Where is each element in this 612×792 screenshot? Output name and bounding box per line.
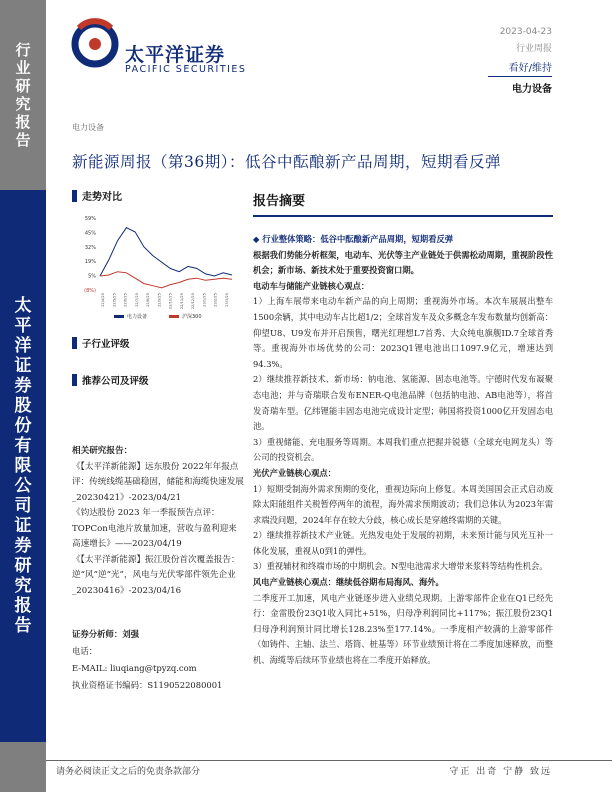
legend-swatch bbox=[114, 315, 124, 318]
category-label: 电力设备 bbox=[72, 123, 104, 132]
y-tick-label: 59% bbox=[84, 216, 96, 222]
footer-motto: 守正 出奇 宁静 致远 bbox=[449, 767, 552, 777]
footer-divider bbox=[46, 760, 612, 761]
header-divider bbox=[488, 76, 552, 77]
sidebar-bottom bbox=[0, 742, 46, 792]
trend-chart-svg bbox=[72, 212, 238, 324]
report-date: 2023-04-23 bbox=[499, 27, 552, 37]
sub-rating-heading bbox=[72, 336, 130, 350]
ev-point: 2）继续推荐新技术、新市场：钠电池、氢能源、固态电池等。宁德时代发布凝聚态电池；并与奇瑞联合发布ENER-Q电池品牌（包括钠电池、AB电池等），将首发奇瑞车型。亿纬锂能丰固态电池完成设计定型；韩国将投资1000亿开发固态电池。 bbox=[253, 374, 553, 432]
y-tick-label: 32% bbox=[84, 244, 96, 251]
pv-point: 2）继续推荐新技术产业链。光热发电处于发展的初期，未来预计能与风光互补一体化发展，重视从0到1的弹性。 bbox=[253, 530, 553, 556]
square-bullet-icon bbox=[72, 190, 77, 202]
footer-disclaimer: 请务必阅读正文之后的免责条款部分 bbox=[56, 767, 201, 777]
sidebar-middle bbox=[0, 190, 46, 742]
trend-heading bbox=[72, 188, 242, 203]
x-tick-label: 22/5/25 bbox=[112, 293, 117, 307]
x-tick-label: 22/4/25 bbox=[101, 293, 105, 307]
y-tick-label: 5% bbox=[88, 273, 96, 280]
pacific-logo-icon bbox=[69, 14, 121, 70]
strategy-label: ◆ 行业整体策略：低谷中酝酿新产品周期，短期看反弹 bbox=[253, 234, 454, 244]
series-line bbox=[100, 272, 232, 288]
ev-point: 3）重视储能、充电服务等周期。本周我们重点把握并锐德（全球充电网龙头）等公司的投资机会。 bbox=[253, 436, 553, 463]
sidebar bbox=[0, 0, 46, 792]
brand-name-en: PACIFIC SECURITIES bbox=[125, 64, 247, 75]
analyst-license: 执业资格证书编码：S1190522080001 bbox=[72, 680, 223, 690]
page-title: 新能源周报（第36期）：低谷中酝酿新产品周期，短期看反弹 bbox=[72, 153, 501, 171]
report-type: 行业周报 bbox=[515, 44, 552, 54]
y-tick-label: 45% bbox=[84, 230, 96, 237]
legend-label: 电力设备 bbox=[127, 314, 148, 320]
wind-heading: 风电产业链核心观点：继续低谷期布局海风、海外。 bbox=[253, 577, 444, 588]
y-tick-label: 19% bbox=[84, 259, 96, 266]
x-tick-label: 22/10/25 bbox=[168, 293, 173, 310]
related-report-item[interactable]: 《钧达股份 2023 年一季报预告点评：TOPCon电池片放量加速，营收与盈利迎来高速增长》——2023/04/19 bbox=[72, 508, 237, 549]
x-tick-label: 22/8/25 bbox=[146, 293, 151, 307]
analyst-heading: 证券分析师：刘强 bbox=[72, 629, 139, 639]
trend-chart bbox=[72, 212, 238, 324]
analyst-email[interactable]: E-MAIL: liuqiang@tpyzq.com bbox=[72, 663, 197, 673]
trend-heading-text: 走势对比 bbox=[82, 192, 122, 203]
sidebar-top-label: 行业研究报告 bbox=[15, 41, 31, 149]
analyst-info bbox=[72, 626, 244, 694]
abstract-body bbox=[253, 232, 553, 669]
ev-heading: 电动车与储能产业链核心观点： bbox=[253, 280, 370, 291]
x-tick-label: 22/11/25 bbox=[179, 293, 184, 310]
abstract-heading: 报告摘要 bbox=[253, 194, 306, 209]
wind-text: 二季度开工加速，风电产业链逐步进入业绩兑现期。上游零部件企业在Q1已经先行：金雷股份23Q1收入同比+51%，归母净利润同比+117%；振江股份23Q1归母净利润预计同比增长128.23%至177.14%。一季度相产较满的上游零部件（如铸件、主轴、法兰、塔筒、桩基等）环节业绩预计将在二季度加速释放，而整机、海缆等后续环节业绩也将在二季度开始释放。 bbox=[253, 592, 553, 666]
related-report-item[interactable]: 《【太平洋新能源】振江股份首次覆盖报告：逆“风”逆“光”，风电与光伏零部件领先企业_20230416》-2023/04/16 bbox=[72, 554, 240, 596]
x-tick-label: 22/6/25 bbox=[123, 293, 128, 307]
related-reports-heading: 相关研究报告： bbox=[72, 446, 133, 456]
square-bullet-icon bbox=[72, 374, 77, 386]
trend-section bbox=[72, 188, 242, 203]
ev-point: 1）上海车展带来电动车新产品的向上周期；重视海外市场。本次车展展出整车1500余辆，其中电动车占比超1/2；全球首发车及众多概念车发布数量均创新高：仰望U8、U9发布并开启预售，曙光红理想L7首秀、大众纯电旗舰ID.7全球首秀等。重视海外市场优势的公司：2023Q1锂电池出口1097.9亿元，增速达到94.3%。 bbox=[253, 296, 553, 369]
x-tick-label: 22/9/25 bbox=[157, 293, 162, 307]
series-line bbox=[100, 228, 232, 276]
sidebar-middle-label: 太平洋证券股份有限公司证券研究报告 bbox=[14, 296, 32, 636]
analyst-phone: 电话： bbox=[72, 646, 98, 656]
abstract-header bbox=[253, 190, 553, 217]
legend-label: 沪深300 bbox=[182, 314, 202, 320]
brand-name-cn: 太平洋证券 bbox=[125, 44, 226, 66]
y-tick-label: (8%) bbox=[84, 288, 96, 294]
sub-rating-heading-text: 子行业评级 bbox=[82, 339, 130, 350]
industry-label: 电力设备 bbox=[512, 84, 552, 95]
square-bullet-icon bbox=[72, 337, 77, 349]
x-tick-label: 23/3/25 bbox=[225, 293, 229, 307]
strategy-text: 根据我们势能分析框架，电动车、光伏等主产业链处于供需松动周期，重视阶段性机会；新市场、新技术处于重要投资窗口期。 bbox=[253, 249, 553, 276]
recommend-heading-text: 推荐公司及评级 bbox=[82, 376, 149, 387]
abstract-divider bbox=[253, 215, 553, 217]
x-tick-label: 22/7/25 bbox=[134, 293, 139, 307]
legend-swatch bbox=[169, 315, 179, 318]
related-reports bbox=[72, 444, 244, 599]
x-tick-label: 23/1/25 bbox=[202, 293, 207, 307]
pv-heading: 光伏产业链核心观点： bbox=[253, 467, 336, 478]
header-meta bbox=[500, 27, 552, 74]
x-tick-label: 23/2/25 bbox=[213, 293, 218, 307]
sidebar-top bbox=[0, 0, 46, 190]
pv-point: 3）重视辅材和终端市场的中期机会。N型电池需求大增带来浆料等结构性机会。 bbox=[253, 561, 548, 572]
related-report-item[interactable]: 《【太平洋新能源】远东股份 2022年年报点评：传统线缆基础稳固，储能和海缆快速发展_20230421》-2023/04/21 bbox=[72, 461, 244, 503]
recommend-heading bbox=[72, 373, 149, 387]
report-rating: 看好/维持 bbox=[508, 63, 552, 74]
pv-point: 1）短期受制海外需求预期的变化，重视边际向上修复。本周美国国会正式启动废除太阳能组件关税暂停两年的流程，海外需求预期波动；我们总体认为2023年需求端没问题，2024年存在较大分歧，核心成长是穿越终需期的关键。 bbox=[253, 483, 553, 525]
x-tick-label: 22/12/25 bbox=[191, 293, 196, 310]
